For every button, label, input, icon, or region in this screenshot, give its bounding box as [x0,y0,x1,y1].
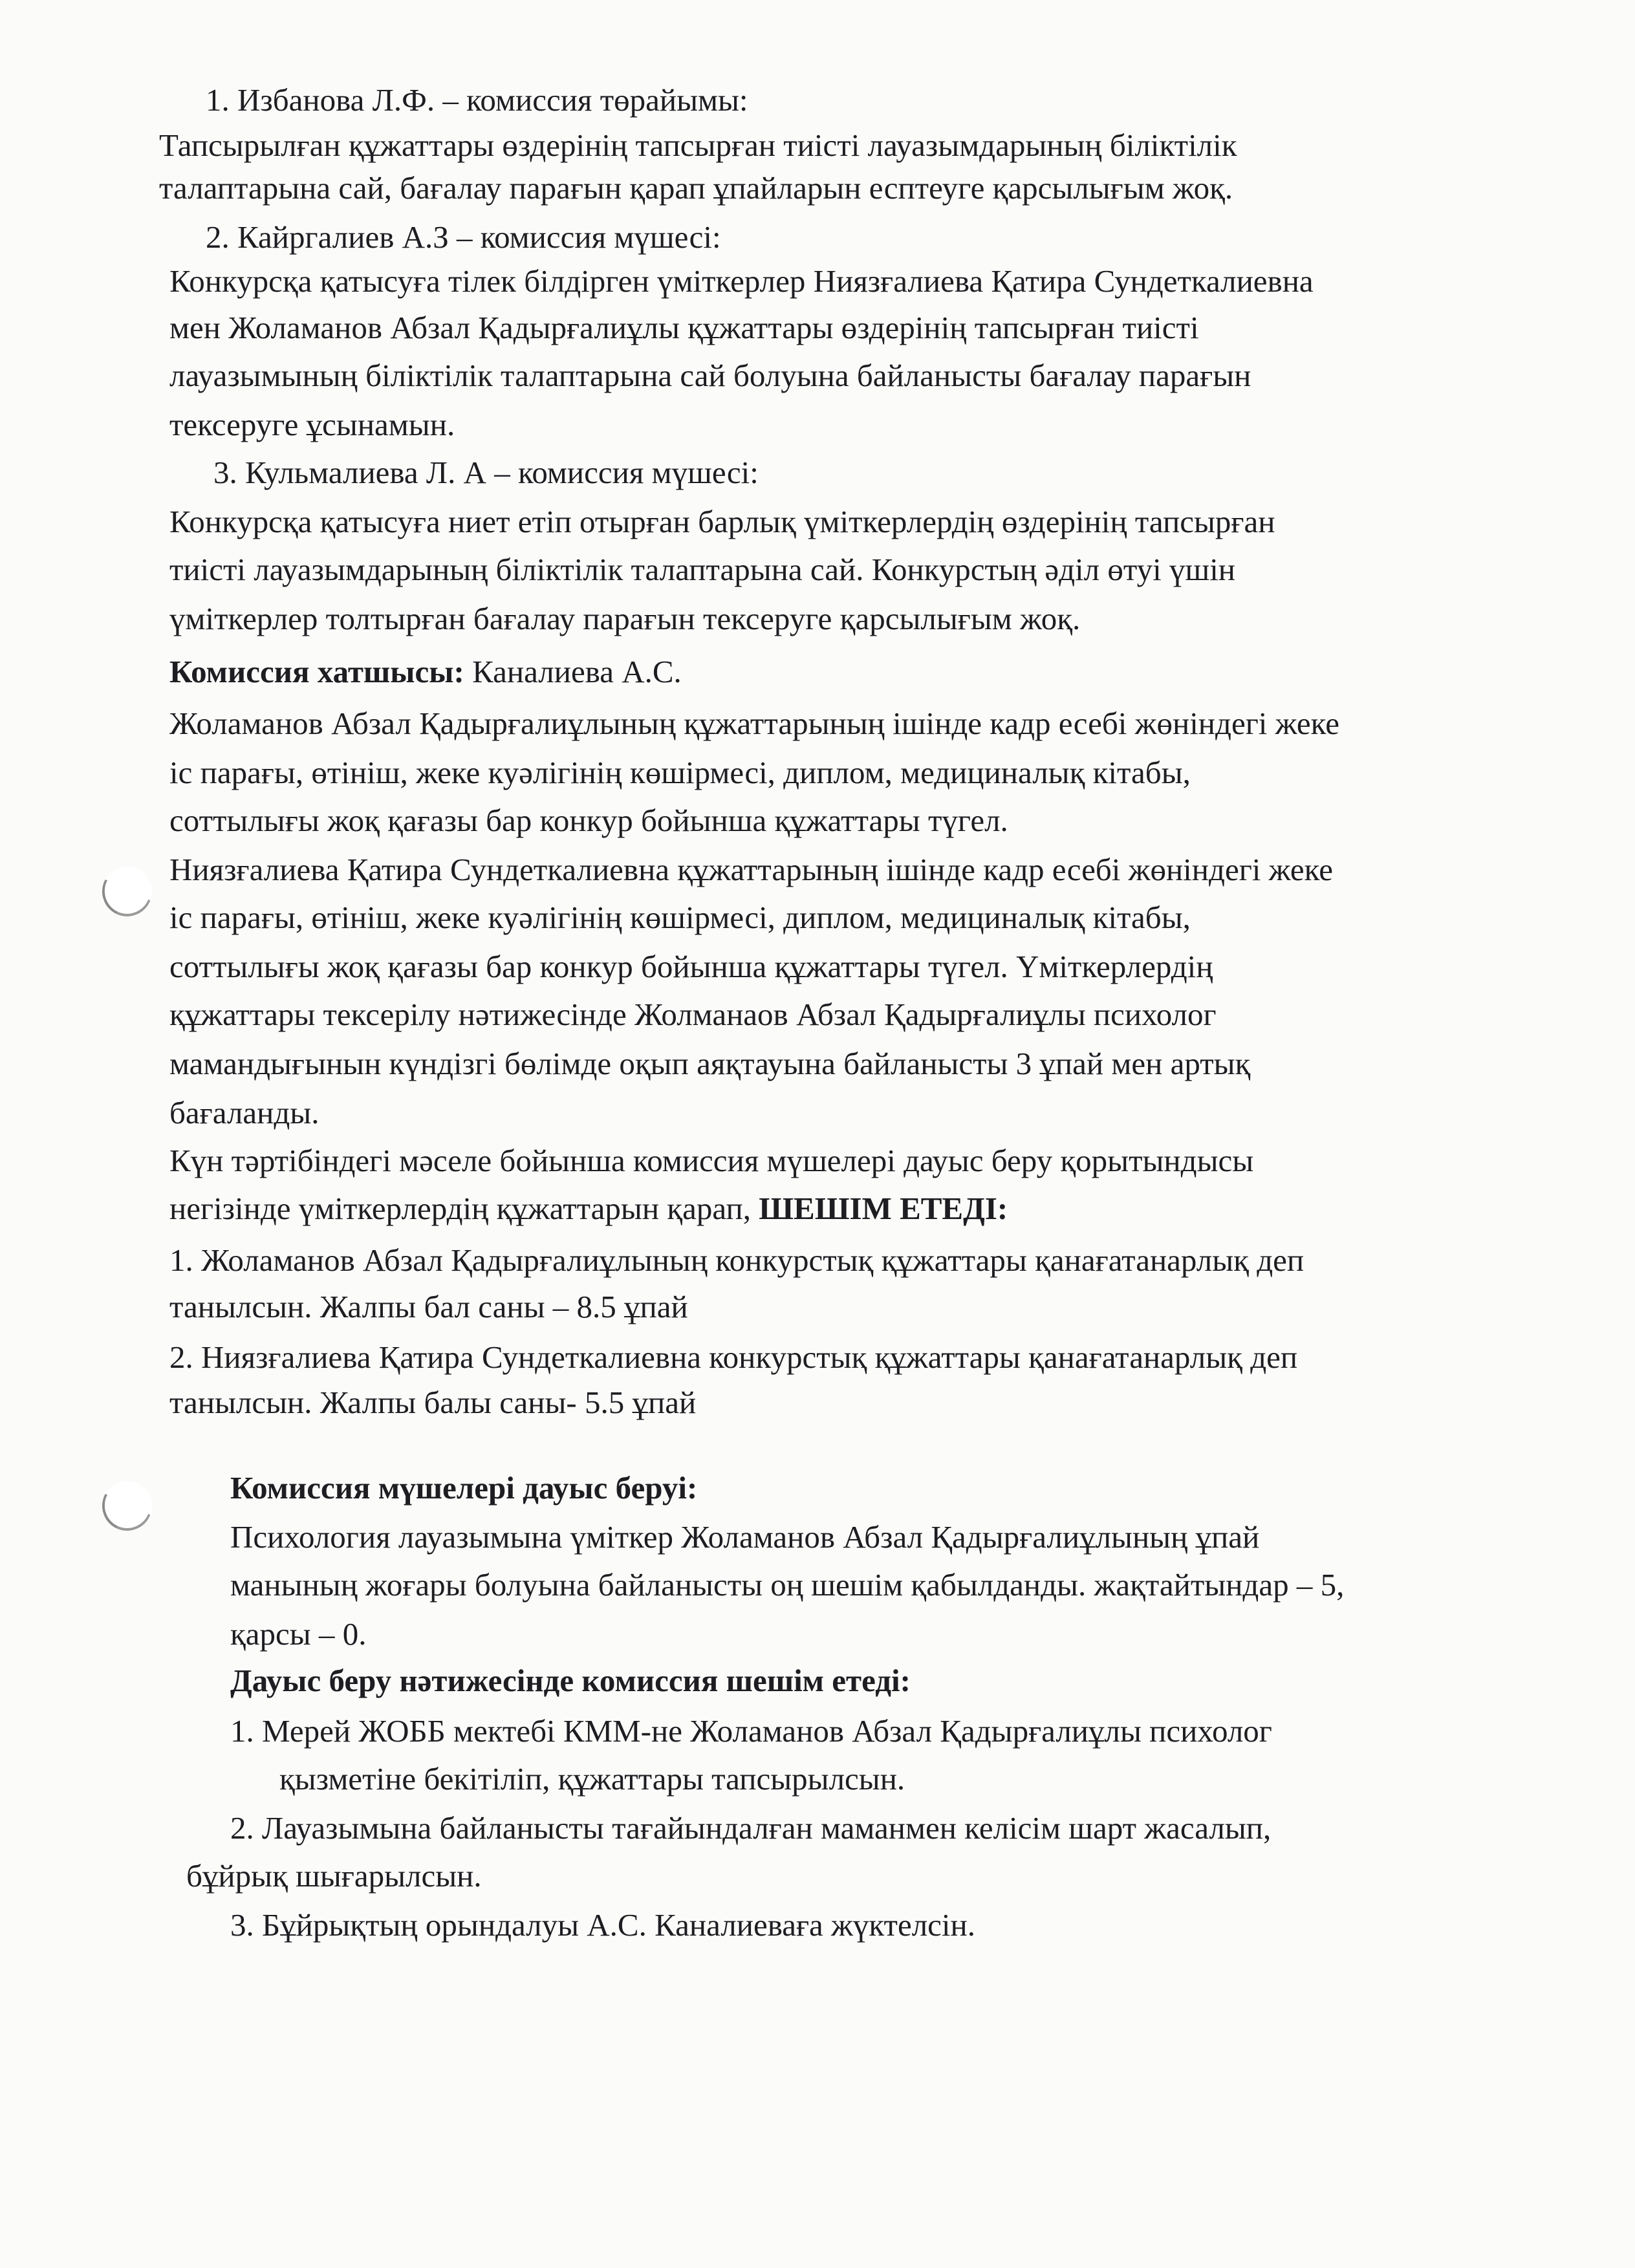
secretary-line6: соттылығы жоқ қағазы бар конкур бойынша құжаттары түгел. Үміткерлердің [169,949,1213,984]
punch-hole-upper [95,859,159,923]
secretary-line3: соттылығы жоқ қағазы бар конкур бойынша құжаттары түгел. [169,803,1008,838]
item3-line2: тиісті лауазымдарының біліктілік талаптарына сай. Конкурстың әділ өтуі үшін [169,552,1236,587]
secretary-line8: мамандығынын күндізгі бөлімде оқып аяқтауына байланысты 3 ұпай мен артық [169,1046,1251,1081]
vote-line3: қарсы – 0. [230,1616,367,1652]
item1-head: 1. Избанова Л.Ф. – комиссия төрайымы: [206,82,748,118]
secretary-line [169,653,682,691]
punch-hole-lower [95,1474,159,1538]
result1-line2: танылсын. Жалпы бал саны – 8.5 ұпай [169,1289,688,1324]
secretary-line1: Жоламанов Абзал Қадырғалиұлының құжаттарының ішінде кадр есебі жөніндегі жеке [169,706,1339,741]
decision3-line1: 3. Бұйрықтың орындалуы А.С. Каналиеваға жүктелсін. [230,1907,976,1943]
item2-head: 2. Кайргалиев А.З – комиссия мүшесі: [206,219,721,255]
decision1-line1: 1. Мерей ЖОББ мектебі КММ-не Жоламанов Абзал Қадырғалиұлы психолог [230,1713,1272,1749]
secretary-name: Каналиева А.С. [464,654,682,689]
item2-line3: лауазымының біліктілік талаптарына сай болуына байланысты бағалау парағын [169,358,1251,393]
result2-line1: 2. Ниязғалиева Қатира Сундеткалиевна конкурстық құжаттары қанағатанарлық деп [169,1339,1298,1375]
item1-line2: талаптарына сай, бағалау парағын қарап ұпайларын есптеуге қарсылығым жоқ. [159,170,1233,206]
secretary-line7: құжаттары тексерілу нәтижесінде Жолманаов Абзал Қадырғалиұлы психолог [169,997,1217,1032]
agenda-line2 [169,1190,1008,1227]
vote-line2: манының жоғары болуына байланысты оң шешім қабылданды. жақтайтындар – 5, [230,1567,1345,1603]
item2-line1: Конкурсқа қатысуға тілек білдірген үміткерлер Ниязғалиева Қатира Сундеткалиевна [169,263,1314,299]
vote-line1: Психология лауазымына үміткер Жоламанов Абзал Қадырғалиұлының ұпай [230,1519,1260,1555]
secretary-label: Комиссия хатшысы: [169,654,464,689]
decision2-line2: бұйрық шығарылсын. [186,1858,482,1894]
decision2-line1: 2. Лауазымына байланысты тағайындалған маманмен келісім шарт жасалып, [230,1810,1272,1846]
item2-line2: мен Жоламанов Абзал Қадырғалиұлы құжаттары өздерінің тапсырған тиісті [169,310,1199,345]
result2-line2: танылсын. Жалпы балы саны- 5.5 ұпай [169,1385,697,1420]
agenda-decision-label: ШЕШІМ ЕТЕДІ: [759,1191,1008,1226]
item2-line4: тексеруге ұсынамын. [169,407,455,442]
secretary-line5: іс парағы, өтініш, жеке куәлігінің көшірмесі, диплом, медициналық кітабы, [169,900,1191,935]
item3-line3: үміткерлер толтырған бағалау парағын тексеруге қарсылығым жоқ. [169,601,1081,636]
agenda-line1: Күн тәртібіндегі мәселе бойынша комиссия мүшелері дауыс беру қорытындысы [169,1143,1254,1178]
decision1-line2: қызметіне бекітіліп, құжаттары тапсырылсын. [279,1761,905,1797]
vote-result-heading: Дауыс беру нәтижесінде комиссия шешім етеді: [230,1663,911,1698]
item1-line1: Тапсырылған құжаттары өздерінің тапсырған тиісті лауазымдарының біліктілік [159,127,1237,163]
secretary-line4: Ниязғалиева Қатира Сундеткалиевна құжаттарының ішінде кадр есебі жөніндегі жеке [169,852,1333,887]
agenda-line2-text: негізінде үміткерлердің құжаттарын қарап, [169,1191,759,1226]
vote-heading: Комиссия мүшелері дауыс беруі: [230,1470,698,1506]
secretary-line9: бағаланды. [169,1095,319,1130]
item3-line1: Конкурсқа қатысуға ниет етіп отырған барлық үміткерлердің өздерінің тапсырған [169,504,1275,539]
secretary-line2: іс парағы, өтініш, жеке куәлігінің көшірмесі, диплом, медициналық кітабы, [169,755,1191,790]
result1-line1: 1. Жоламанов Абзал Қадырғалиұлының конкурстық құжаттары қанағатанарлық деп [169,1242,1305,1278]
item3-head: 3. Кульмалиева Л. А – комиссия мүшесі: [213,455,759,490]
